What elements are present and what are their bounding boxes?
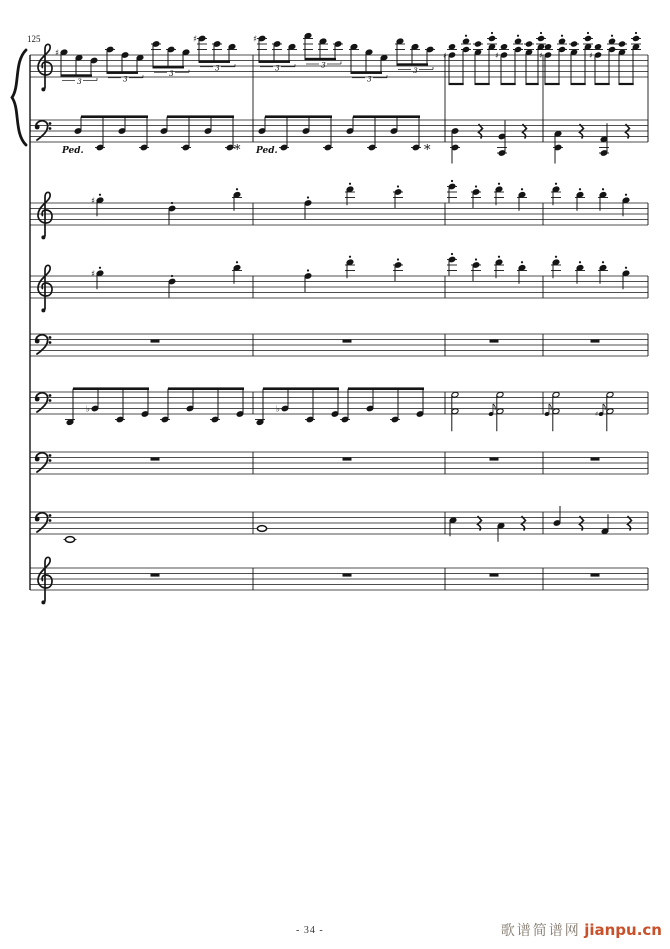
staff-instrument-staff-4	[30, 387, 648, 431]
svg-text:♯: ♯	[539, 51, 543, 60]
staff-instrument-staff-5	[30, 452, 648, 474]
treble-clef-icon	[38, 265, 52, 312]
staff-instrument-staff-2	[30, 253, 648, 313]
measure-number: 125	[27, 34, 41, 44]
bass-clef-icon	[35, 121, 52, 140]
staff-instrument-staff-6	[30, 506, 648, 542]
svg-text:♭: ♭	[86, 404, 91, 415]
bass-clef-icon	[35, 335, 52, 354]
svg-text:♯: ♯	[589, 51, 593, 60]
watermark-site-name: 歌谱简谱网	[500, 923, 581, 939]
bass-clef-icon	[35, 513, 52, 532]
svg-text:3: 3	[123, 74, 128, 84]
staff-instrument-staff-7	[30, 557, 648, 604]
watermark-site-url[interactable]: jianpu.cn	[584, 921, 662, 939]
treble-clef-icon	[38, 557, 52, 604]
svg-text:3: 3	[321, 60, 326, 70]
svg-text:3: 3	[367, 74, 372, 84]
svg-text:♯: ♯	[253, 34, 258, 45]
svg-text:3: 3	[413, 66, 418, 75]
svg-text:Ped.: Ped.	[256, 146, 278, 156]
svg-text:*: *	[424, 143, 431, 158]
svg-text:♯: ♯	[55, 48, 60, 59]
svg-text:*: *	[234, 143, 241, 158]
staff-instrument-staff-1	[30, 180, 648, 240]
svg-text:♯: ♯	[91, 196, 96, 207]
svg-text:Ped.: Ped.	[62, 146, 84, 156]
bass-clef-icon	[35, 453, 52, 472]
svg-text:♯: ♯	[443, 51, 447, 60]
bass-clef-icon	[35, 393, 52, 412]
svg-text:3: 3	[275, 63, 280, 73]
svg-text:♯: ♯	[91, 269, 96, 280]
treble-clef-icon	[38, 44, 52, 91]
staff-piano-left-hand	[30, 115, 648, 163]
staff-instrument-staff-3	[30, 334, 648, 356]
svg-text:♯: ♯	[495, 51, 499, 60]
page-number: - 34 -	[296, 925, 324, 936]
svg-text:♯: ♯	[595, 410, 599, 418]
svg-text:3: 3	[169, 68, 174, 78]
svg-text:3: 3	[215, 63, 220, 73]
treble-clef-icon	[38, 192, 52, 239]
watermark	[501, 920, 662, 940]
svg-text:3: 3	[77, 77, 82, 86]
svg-text:♭: ♭	[276, 404, 281, 415]
svg-text:♯: ♯	[193, 34, 198, 45]
